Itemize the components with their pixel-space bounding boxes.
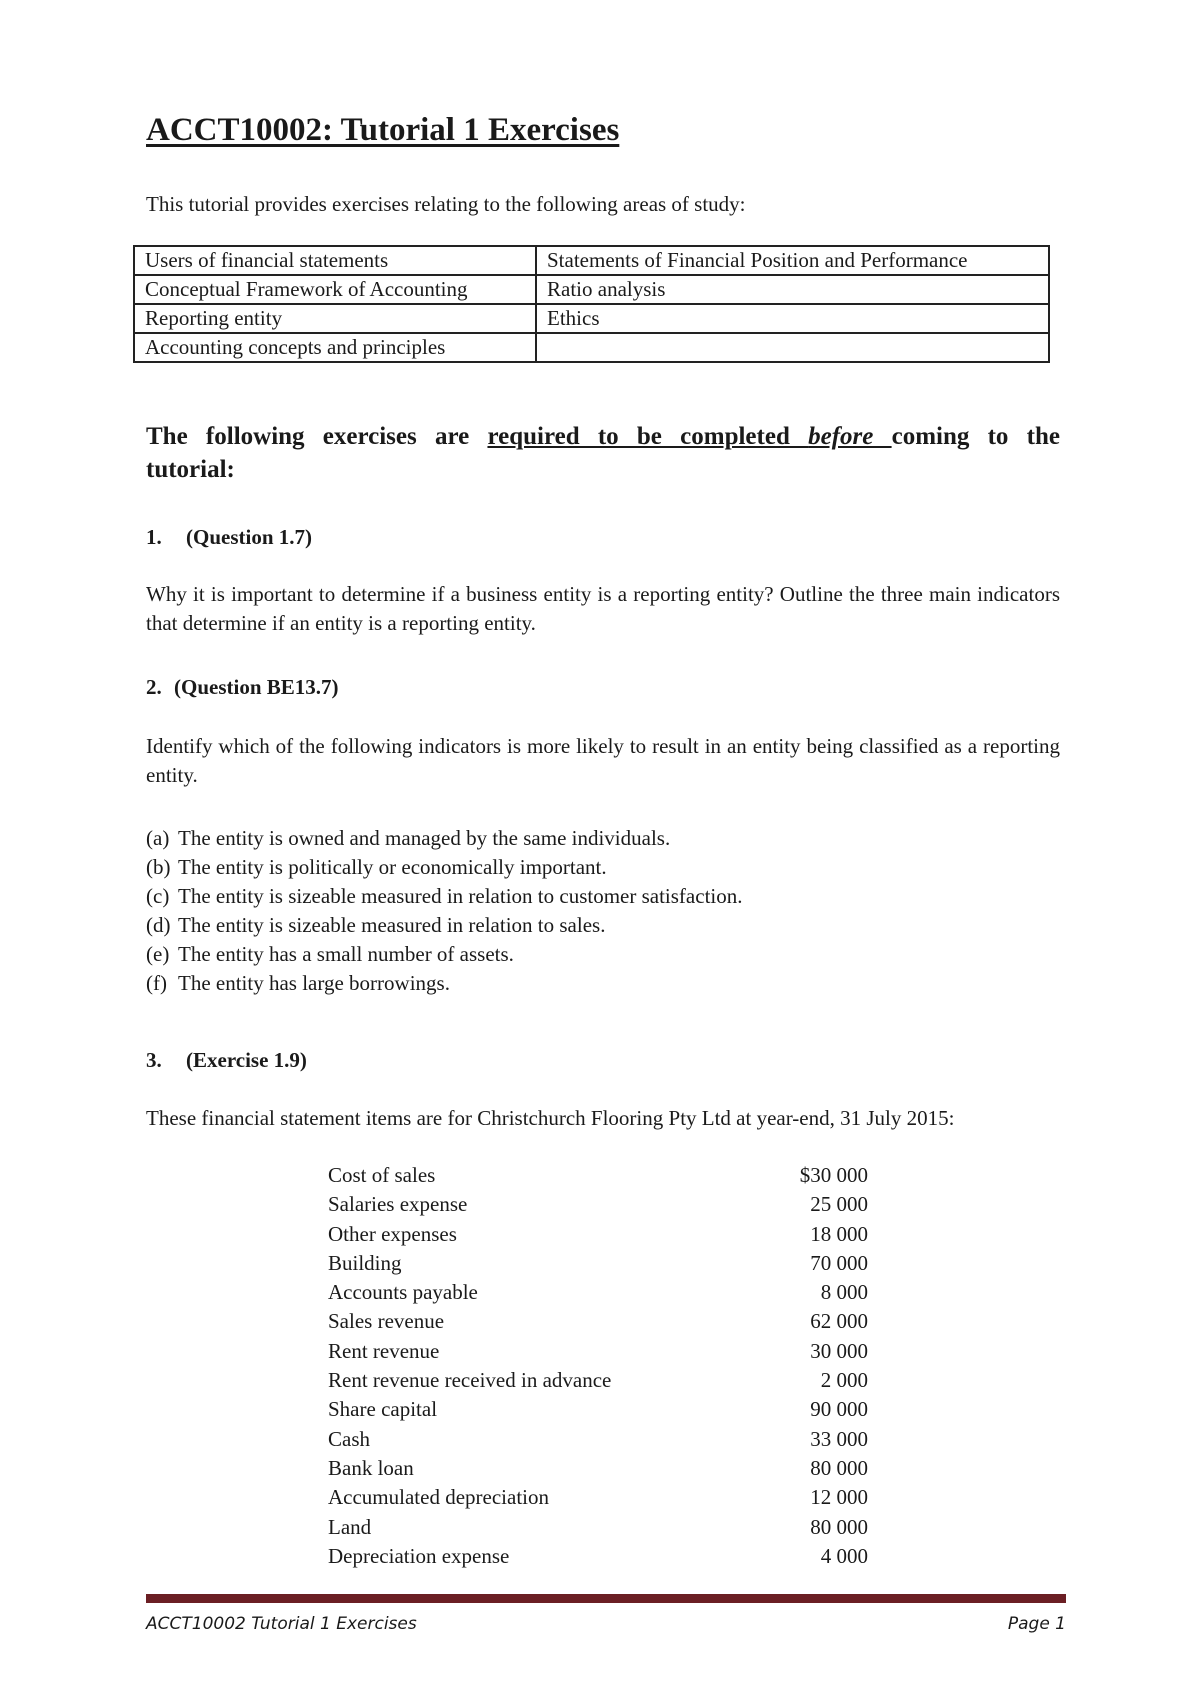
required-notice-line2: tutorial: (146, 456, 235, 483)
list-item (146, 911, 743, 940)
table-cell: Ethics (536, 304, 1049, 333)
topics-table (133, 245, 1050, 363)
required-notice (146, 420, 1060, 454)
item-amount: $30 000 (799, 1163, 868, 1187)
question-2-heading (146, 675, 339, 700)
required-notice-italic: before (808, 423, 892, 450)
list-item (328, 1454, 868, 1483)
table-cell: Users of financial statements (134, 246, 536, 275)
list-item (328, 1395, 868, 1424)
item-amount: 33 000 (810, 1426, 868, 1451)
required-notice-underlined: required to be completed (487, 423, 809, 450)
question-3-heading (146, 1048, 307, 1073)
list-item (328, 1483, 868, 1512)
item-amount: 30 000 (810, 1338, 868, 1363)
item-name: Land (328, 1514, 372, 1539)
list-item (328, 1249, 868, 1278)
list-item (328, 1542, 868, 1571)
item-amount: 4 000 (820, 1543, 868, 1568)
table-row (134, 304, 1049, 333)
option-label: (f) (146, 971, 167, 995)
item-amount: 80 000 (810, 1514, 868, 1539)
list-item (328, 1161, 868, 1190)
table-row (134, 333, 1049, 362)
table-cell: Conceptual Framework of Accounting (134, 275, 536, 304)
option-text: The entity is politically or economically important. (178, 855, 607, 879)
item-name: Share capital (328, 1397, 438, 1422)
list-item (146, 824, 743, 853)
option-label: (b) (146, 855, 171, 879)
list-item (146, 853, 743, 882)
table-cell: Ratio analysis (536, 275, 1049, 304)
question-1-text: Why it is important to determine if a business entity is a reporting entity? Outline the three main indicators that determine if an entity is a reporting entity. (146, 582, 1060, 635)
list-item (328, 1366, 868, 1395)
item-name: Sales revenue (328, 1309, 445, 1334)
list-item (146, 882, 743, 911)
question-label: (Exercise 1.9) (186, 1048, 307, 1072)
question-number: 1. (146, 525, 162, 549)
table-cell: Statements of Financial Position and Performance (536, 246, 1049, 275)
question-label: (Question BE13.7) (174, 675, 339, 699)
option-text: The entity is sizeable measured in relation to sales. (178, 913, 606, 937)
list-item (328, 1220, 868, 1249)
option-label: (c) (146, 884, 170, 908)
question-1-heading (146, 525, 312, 550)
item-amount: 62 000 (810, 1309, 868, 1334)
question-2-text: Identify which of the following indicators is more likely to result in an entity being classified as a reporting entity. (146, 734, 1060, 787)
page-title: ACCT10002: Tutorial 1 Exercises (146, 112, 620, 148)
table-cell (536, 333, 1049, 362)
item-amount: 18 000 (810, 1221, 868, 1246)
option-text: The entity is owned and managed by the same individuals. (178, 826, 671, 850)
item-amount: 70 000 (810, 1250, 868, 1275)
table-row (134, 246, 1049, 275)
financial-items-list (328, 1161, 868, 1571)
item-amount: 25 000 (810, 1192, 868, 1217)
question-number: 3. (146, 1048, 162, 1072)
list-item (328, 1307, 868, 1336)
option-label: (e) (146, 942, 170, 966)
list-item (328, 1425, 868, 1454)
option-text: The entity has large borrowings. (178, 971, 450, 995)
item-amount: 12 000 (810, 1485, 868, 1510)
required-notice-post: coming to the (891, 423, 1061, 450)
item-amount: 8 000 (820, 1280, 868, 1305)
question-number: 2. (146, 675, 162, 699)
item-amount: 90 000 (810, 1397, 868, 1422)
question-3-text: These financial statement items are for Christchurch Flooring Pty Ltd at year-end, 31 July 2015: (146, 1106, 955, 1130)
item-amount: 80 000 (810, 1455, 868, 1480)
list-item (146, 940, 743, 969)
required-notice-pre: The following exercises are (146, 423, 488, 450)
table-cell: Accounting concepts and principles (134, 333, 536, 362)
question-2-options (146, 824, 743, 998)
list-item (328, 1337, 868, 1366)
item-name: Accumulated depreciation (328, 1485, 549, 1510)
question-label: (Question 1.7) (186, 525, 312, 549)
item-name: Accounts payable (328, 1280, 478, 1305)
table-row (134, 275, 1049, 304)
footer-page-number: Page 1 (1007, 1614, 1066, 1634)
option-text: The entity has a small number of assets. (178, 942, 514, 966)
list-item (146, 969, 743, 998)
item-name: Cash (328, 1426, 370, 1451)
item-name: Bank loan (328, 1455, 414, 1480)
item-name: Salaries expense (328, 1192, 468, 1217)
item-name: Cost of sales (328, 1163, 436, 1187)
table-cell: Reporting entity (134, 304, 536, 333)
item-name: Building (328, 1250, 402, 1275)
intro-text: This tutorial provides exercises relating to the following areas of study: (146, 192, 746, 216)
list-item (328, 1513, 868, 1542)
option-label: (a) (146, 826, 170, 850)
item-name: Rent revenue received in advance (328, 1368, 612, 1393)
footer-divider (146, 1594, 1066, 1603)
list-item (328, 1278, 868, 1307)
item-name: Other expenses (328, 1221, 457, 1246)
item-amount: 2 000 (820, 1368, 868, 1393)
option-label: (d) (146, 913, 171, 937)
footer-doc-title: ACCT10002 Tutorial 1 Exercises (146, 1614, 417, 1634)
item-name: Depreciation expense (328, 1543, 510, 1568)
list-item (328, 1190, 868, 1219)
option-text: The entity is sizeable measured in relation to customer satisfaction. (178, 884, 743, 908)
item-name: Rent revenue (328, 1338, 440, 1363)
